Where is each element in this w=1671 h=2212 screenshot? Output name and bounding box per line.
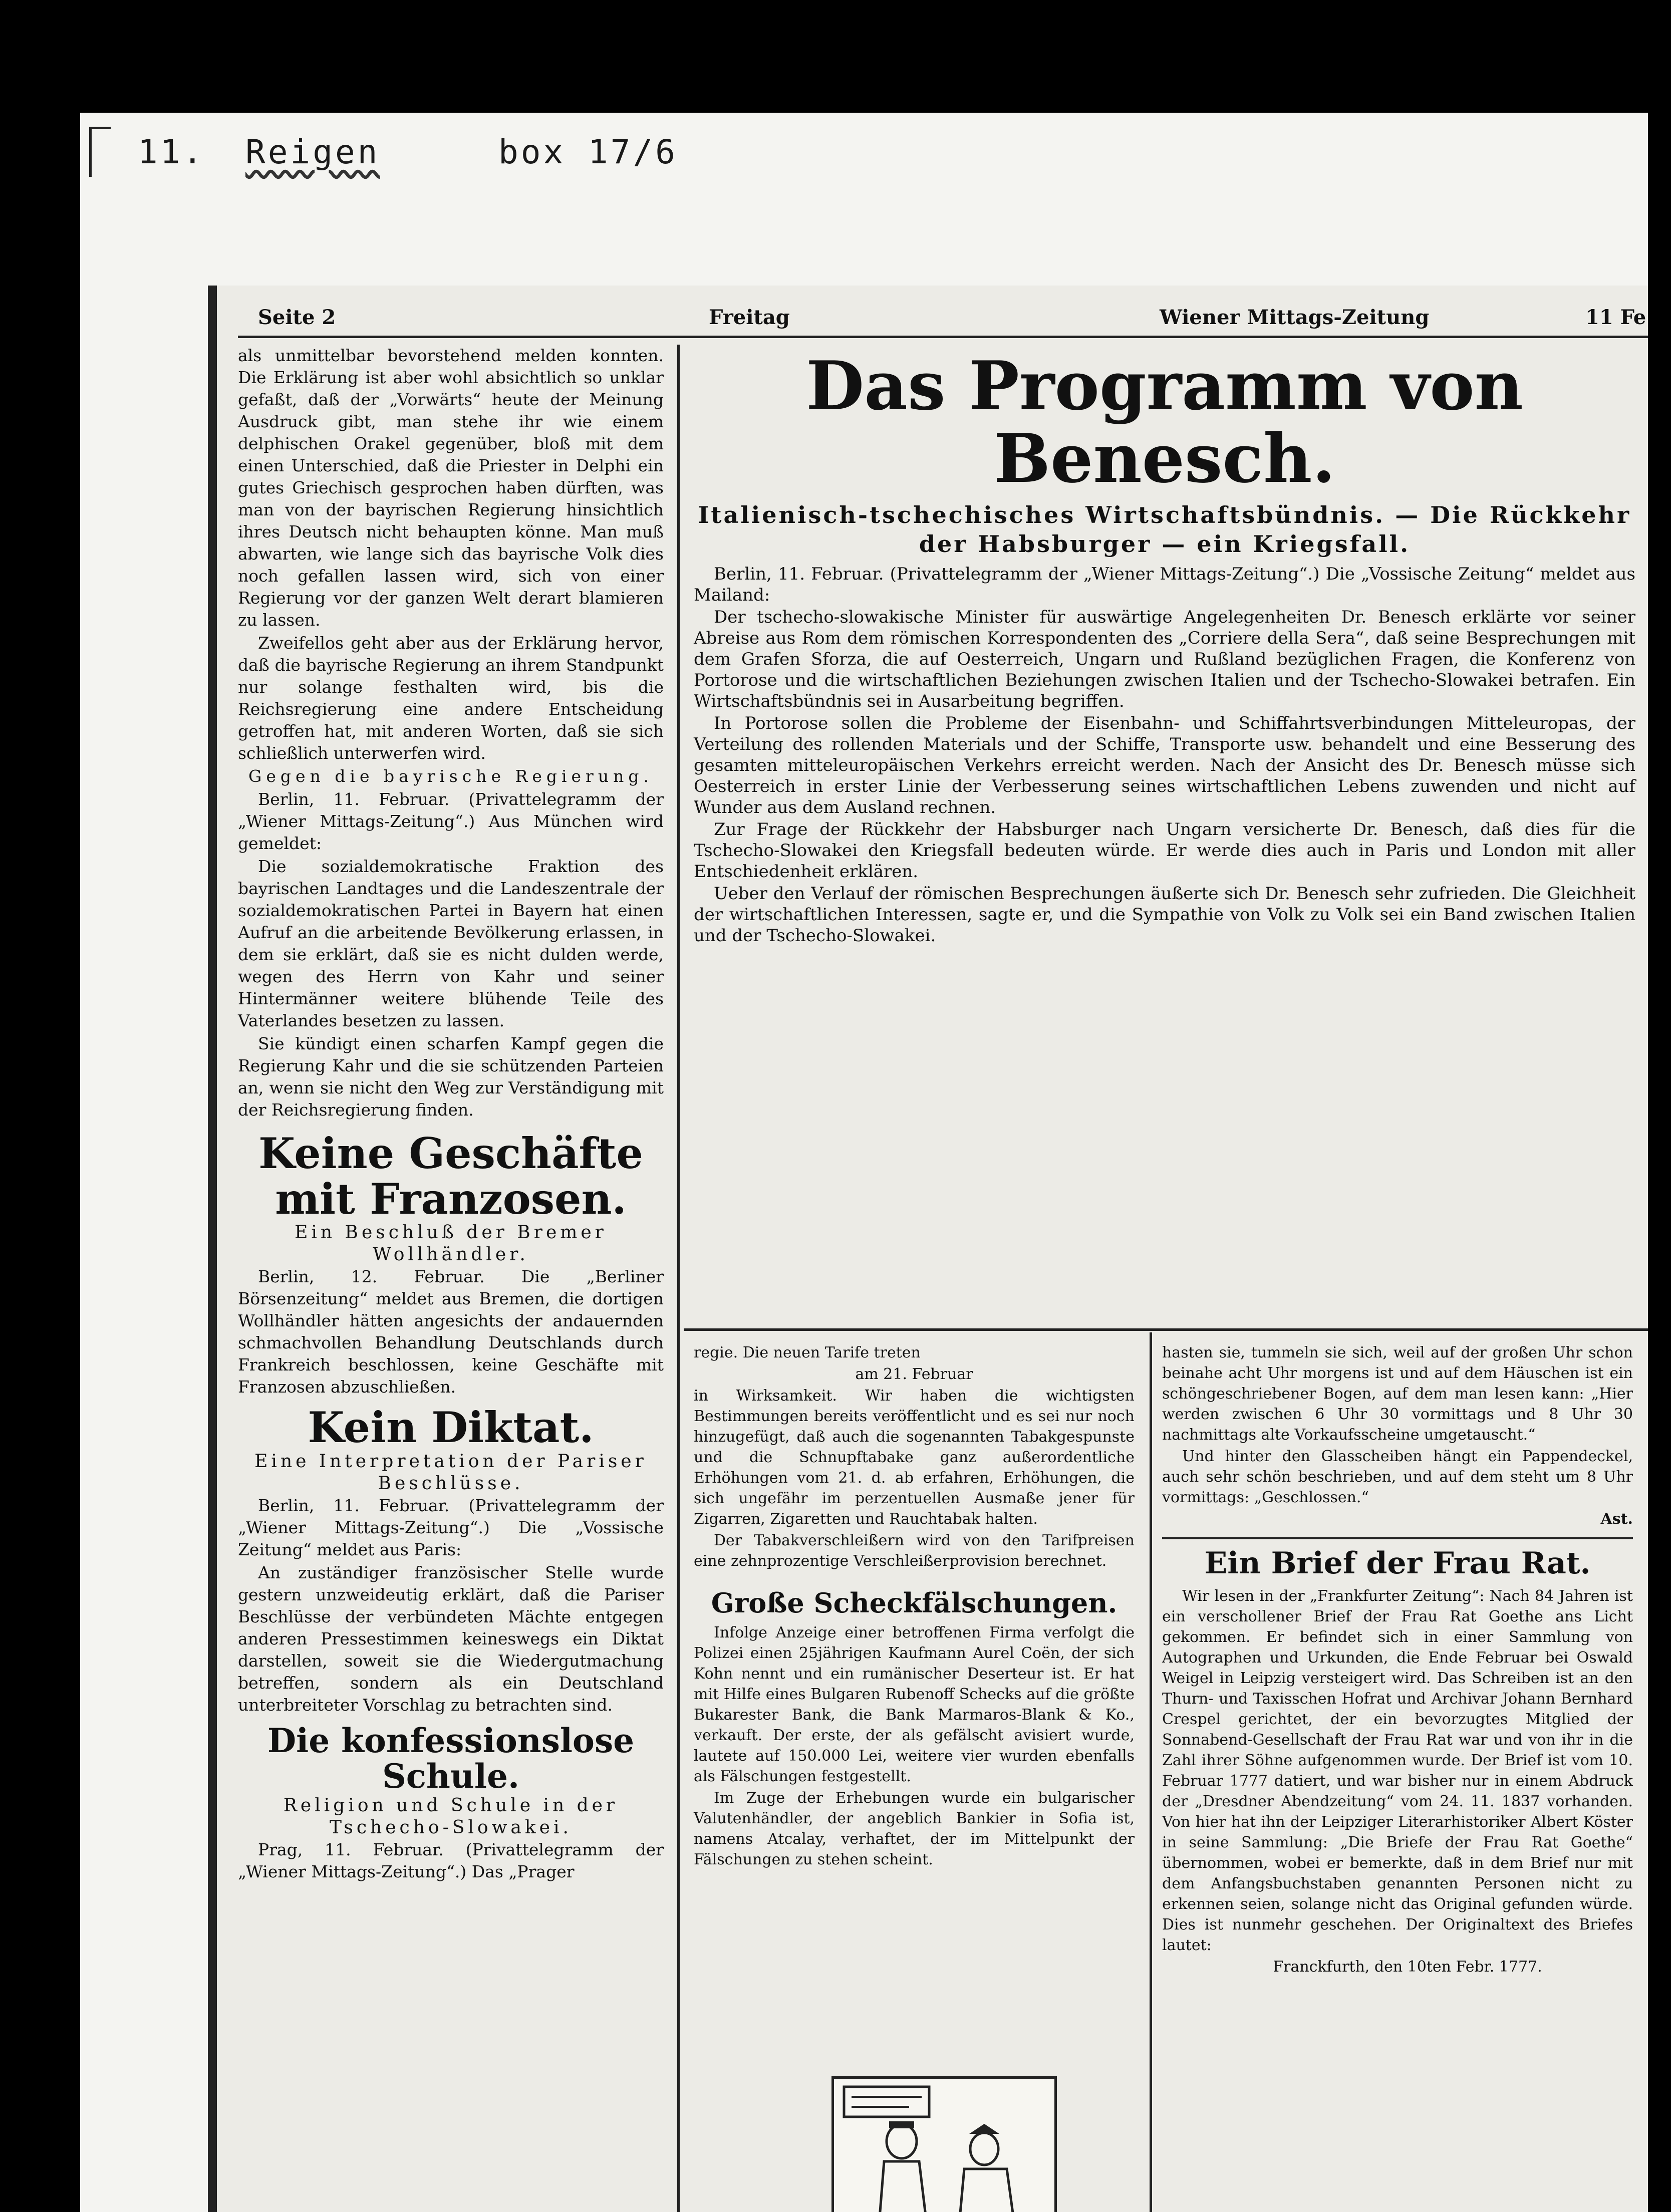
cartoon-figures-icon — [834, 2079, 1054, 2212]
mid-para-2: Der Tabakverschleißern wird von den Tarifpreisen eine zehnprozentige Verschleißerprovision berechnet. — [694, 1532, 1135, 1570]
scan-edge — [208, 286, 217, 2212]
header-rule — [238, 336, 1648, 338]
main-headline: Das Programm von Benesch. — [806, 346, 1523, 498]
left-para-9: Prag, 11. Februar. (Privattelegramm der „Wiener Mittags-Zeitung“.) Das „Prager — [238, 1839, 664, 1881]
main-para-2: Der tschecho-slowakische Minister für auswärtige Angelegenheiten Dr. Benesch erklärte vor seiner Abreise aus Rom dem römischen Korrespondenten des „Corriere della Sera“, daß seine Besprechungen mit dem Grafen Sforza, die auf Oesterreich, Ungarn und Rußland bezüglichen Fragen, die Konferenz von Portorose und die wirtschaftlichen Beziehungen zwischen Italien und der Tschecho-Slowakei betrafen. Ein Wirtschaftsbündnis sei in Ausarbeitung begriffen. — [694, 607, 1635, 712]
label-title: Reigen — [245, 133, 380, 171]
mid-para-3: Infolge Anzeige einer betroffenen Firma verfolgt die Polizei einen 25jährigen Kaufmann Aurel Coën, der sich Kohn nennt und ein rumänischer Deserteur ist. Er hat mit Hilfe eines Bulgaren Rubenoff Schecks auf die größte Bukarester Bank, die Bank Marmaros-Blank & Ko., verkauft. Der erste, der als gefälscht avisiert wurde, lautete auf 150.000 Lei, weitere vier wurden ebenfalls als Fälschungen festgestellt. — [694, 1624, 1135, 1786]
right-headline: Ein Brief der Frau Rat. — [1204, 1546, 1591, 1581]
mid-headline: Große Scheckfälschungen. — [711, 1587, 1118, 1619]
left-para-4: Die sozialdemokratische Fraktion des bayrischen Landtages und die Landeszentrale der sozialdemokratischen Partei in Bayern hat einen Aufruf an die arbeitende Bevölkerung erlassen, in dem sie erklärt, daß sie es nicht dulden werde, wegen des Herrn von Kahr und seiner Hintermänner weitere blühende Teile des Vaterlandes besetzen zu lassen. — [238, 857, 664, 1030]
main-subheadline: Italienisch-tschechisches Wirtschaftsbündnis. — Die Rückkehr der Habsburger — ein Kriegsfall. — [698, 501, 1631, 558]
left-para-7: Berlin, 11. Februar. (Privattelegramm der „Wiener Mittags-Zeitung“.) Die „Vossische Zeitung“ meldet aus Paris: — [238, 1496, 664, 1560]
left-para-8: An zuständiger französischer Stelle wurde gestern unzweideutig erklärt, daß die Pariser Beschlüsse der verbündeten Mächte entgegen anderen Pressestimmen keineswegs ein Diktat darstellen, soweit sie die Wiedergutmachung betreffen, sondern als ein Deutschland unterbreiteter Vorschlag zu betrachten sind. — [238, 1563, 664, 1715]
archive-label — [80, 113, 1648, 188]
issue-date: 11 Fe — [1585, 306, 1646, 329]
left-subhead-2: Ein Beschluß der Bremer Wollhändler. — [295, 1222, 607, 1265]
mid-para-4: Im Zuge der Erhebungen wurde ein bulgarischer Valutenhändler, der angeblich Bankier in Sofia ist, namens Atcalay, verhaftet, der im Mittelpunkt der Fälschungen zu stehen scheint. — [694, 1789, 1135, 1869]
middle-column — [694, 1342, 1135, 1871]
label-box: box 17/6 — [498, 133, 678, 171]
main-article-rule — [684, 1328, 1648, 1331]
left-headline-3: Kein Diktat. — [308, 1403, 594, 1453]
label-number: 11. — [138, 133, 205, 171]
column-rule-right — [1150, 1332, 1152, 2212]
left-subhead-1: Gegen die bayrische Regierung. — [248, 766, 653, 786]
left-headline-2: Keine Geschäfte mit Franzosen. — [258, 1129, 643, 1224]
right-para-3: Wir lesen in der „Frankfurter Zeitung“: Nach 84 Jahren ist ein verschollener Brief der Frau Rat Goethe ans Licht gekommen. Er befindet sich in einer Sammlung von Autographen und Urkunden, die Ende Februar bei Oswald Weigel in Leipzig versteigert wird. Das Schreiben ist an den Thurn- und Taxisschen Hofrat und Archivar Johann Bernhard Crespel gerichtet, der ein bevorzugtes Mitglied der Sonnabend-Gesellschaft der Frau Rat war und von ihr in die Zahl ihrer Söhne aufgenommen wurde. Der Brief ist vom 10. Februar 1777 datiert, und war bisher nur in einem Abdruck der „Dresdner Abendzeitung“ vom 24. 11. 1837 vorhanden. Von hier hat ihn der Leipziger Literarhistoriker Albert Köster in seine Sammlung: „Die Briefe der Frau Rat Goethe“ übernommen, wobei er bemerkte, daß in dem Brief nur mit dem Anfangsbuchstaben genannten Personen nicht zu erkennen seien, solange nicht das Original gefunden würde. Dies ist nunmehr geschehen. Der Originaltext des Briefes lautet: — [1162, 1587, 1633, 1954]
left-para-3: Berlin, 11. Februar. (Privattelegramm der „Wiener Mittags-Zeitung“.) Aus München wird gemeldet: — [238, 789, 664, 853]
main-para-5: Ueber den Verlauf der römischen Besprechungen äußerte sich Dr. Benesch sehr zufrieden. Die Gleichheit der wirtschaftlichen Interessen, sagte er, und die Sympathie von Volk zu Volk sei ein Band zwischen Italien und der Tschecho-Slowakei. — [694, 884, 1635, 946]
newspaper-clipping — [208, 286, 1648, 2212]
paper-name: Wiener Mittags-Zeitung — [1160, 306, 1430, 329]
left-para-2: Zweifellos geht aber aus der Erklärung hervor, daß die bayrische Regierung an ihrem Standpunkt nur solange festhalten wird, bis die Reichsregierung eine andere Entscheidung getroffen hat, mit anderen Worten, daß sie sich schließlich unterwerfen wird. — [238, 633, 664, 763]
mid-date-line: am 21. Februar — [855, 1365, 973, 1383]
right-letter-date: Franckfurth, den 10ten Febr. 1777. — [1273, 1958, 1542, 1976]
left-para-6: Berlin, 12. Februar. Die „Berliner Börsenzeitung“ meldet aus Bremen, die dortigen Wollhändler hätten angesichts der andauernden schmachvollen Behandlung Deutschlands durch Frankreich beschlossen, keine Geschäfte mit Franzosen abzuschließen. — [238, 1267, 664, 1397]
mid-para-1c: in Wirksamkeit. Wir haben die wichtigsten Bestimmungen bereits veröffentlicht und es sei nur noch hinzugefügt, daß auch die sogenannten Tabakgespunste und die Schnupftabake ganz außerordentliche Erhöhungen vom 21. d. ab erfahren, Erhöhungen, die sich ungefähr im perzentuellen Ausmaße jener für Zigarren, Zigaretten und Rauchtabak halten. — [694, 1387, 1135, 1528]
weekday: Freitag — [709, 306, 790, 329]
right-para-1: hasten sie, tummeln sie sich, weil auf der großen Uhr schon beinahe acht Uhr morgens ist und auf dem Häuschen ist ein schöngeschriebener Bogen, auf dem man lesen kann: „Hier werden zwischen 6 Uhr 30 vormittags und 8 Uhr 30 nachmittags alte Vorkaufsscheine umgetauscht.“ — [1162, 1344, 1633, 1444]
left-subhead-3: Eine Interpretation der Pariser Beschlüsse. — [254, 1451, 647, 1494]
page-number: Seite 2 — [258, 306, 336, 329]
cartoon-illustration — [831, 2076, 1057, 2212]
right-signature: Ast. — [1600, 1510, 1633, 1528]
main-article — [694, 345, 1635, 947]
right-para-2: Und hinter den Glasscheiben hängt ein Pappendeckel, auch sehr schön beschrieben, und auf dem steht um 8 Uhr vormittags: „Geschlossen.“ — [1162, 1448, 1633, 1506]
main-para-3: In Portorose sollen die Probleme der Eisenbahn- und Schiffahrtsverbindungen Mitteleuropas, der Verteilung des rollenden Materials und der Schiffe, Transporte usw. behandelt und eine Besserung des gesamten mitteleuropäischen Verkehrs erreicht werden. Nach der Ansicht des Dr. Benesch müsse sich Oesterreich in erster Linie der Verbesserung seines wirtschaftlichen Lebens zuwenden und nicht auf Wunder aus dem Ausland rechnen. — [694, 713, 1635, 818]
left-para-5: Sie kündigt einen scharfen Kampf gegen die Regierung Kahr und die sie schützenden Parteien an, wenn sie nicht den Weg zur Verständigung mit der Reichsregierung finden. — [238, 1034, 664, 1120]
corner-mark — [89, 127, 111, 177]
main-para-1: Berlin, 11. Februar. (Privattelegramm der „Wiener Mittags-Zeitung“.) Die „Vossische Zeitung“ meldet aus Mailand: — [694, 564, 1635, 606]
mid-para-1a: regie. Die neuen Tarife treten — [694, 1344, 921, 1361]
left-column — [238, 345, 664, 1884]
main-para-4: Zur Frage der Rückkehr der Habsburger nach Ungarn versicherte Dr. Benesch, daß dies für die Tschecho-Slowakei den Kriegsfall bedeuten würde. Er werde dies auch in Paris und London mit aller Entschiedenheit erklären. — [694, 819, 1635, 882]
left-para-1: als unmittelbar bevorstehend melden konnten. Die Erklärung ist aber wohl absichtlich so unklar gefaßt, daß der „Vorwärts“ heute der Meinung Ausdruck gibt, man stehe ihr wie einem delphischen Orakel gegenüber, bloß mit dem einen Unterschied, daß die Priester in Delphi ein gutes Griechisch gesprochen haben dürften, was man von der bayrischen Regierung hinsichtlich ihres Deutsch nicht behaupten könne. Man muß abwarten, wie lange sich das bayrische Volk dies noch gefallen lassen wird, sich von einer Regierung vor der ganzen Welt derart blamieren zu lassen. — [238, 346, 664, 630]
column-rule-left — [677, 345, 680, 2212]
left-subhead-4: Religion und Schule in der Tschecho-Slowakei. — [283, 1795, 619, 1838]
archive-sheet — [80, 113, 1648, 2212]
right-column — [1162, 1342, 1633, 1978]
right-divider — [1162, 1537, 1633, 1539]
left-headline-4: Die konfessionslose Schule. — [267, 1721, 635, 1796]
